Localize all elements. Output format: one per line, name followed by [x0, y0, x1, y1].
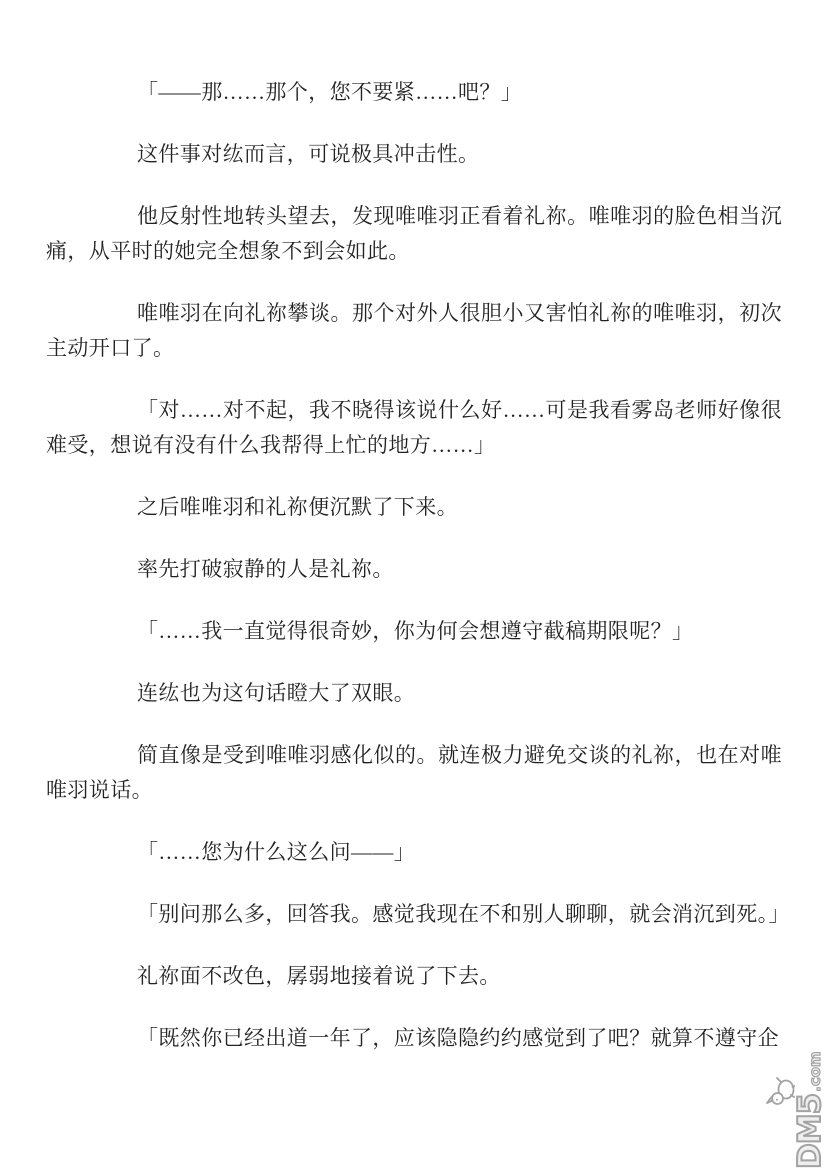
dm5-logo-suffix: .com	[806, 1051, 824, 1092]
dm5-logo-text: DM5	[792, 1093, 828, 1169]
dm5-mascot-icon	[765, 1077, 795, 1107]
paragraph-narration-7: 简直像是受到唯唯羽感化似的。就连极力避免交谈的礼祢，也在对唯唯羽说话。	[46, 743, 782, 802]
paragraph-dialogue-2: 「对……对不起，我不晓得该说什么好……可是我看雾岛老师好像很难受，想说有没有什么我帮得上忙的地方……」	[46, 398, 782, 457]
paragraph-dialogue-3: 「……我一直觉得很奇妙，你为何会想遵守截稿期限呢？」	[137, 619, 694, 643]
paragraph-narration-2: 他反射性地转头望去，发现唯唯羽正看着礼祢。唯唯羽的脸色相当沉痛，从平时的她完全想象不到会如此。	[46, 204, 782, 263]
paragraph-narration-5: 率先打破寂静的人是礼祢。	[137, 557, 394, 581]
paragraph-narration-3: 唯唯羽在向礼祢攀谈。那个对外人很胆小又害怕礼祢的唯唯羽，初次主动开口了。	[46, 301, 782, 360]
paragraph-dialogue-5: 「别问那么多，回答我。感觉我现在不和别人聊聊，就会消沉到死。」	[137, 902, 790, 926]
paragraph-dialogue-1: 「——那……那个，您不要紧……吧？」	[137, 80, 523, 104]
paragraph-narration-8: 礼祢面不改色，孱弱地接着说了下去。	[137, 964, 501, 988]
paragraph-dialogue-6: 「既然你已经出道一年了，应该隐隐约约感觉到了吧？就算不遵守企	[137, 1026, 779, 1050]
dm5-watermark	[792, 1041, 826, 1169]
paragraph-narration-4: 之后唯唯羽和礼祢便沉默了下来。	[137, 495, 458, 519]
dm5-watermark-rotated-box	[792, 1041, 826, 1169]
paragraph-narration-1: 这件事对纮而言，可说极具冲击性。	[137, 142, 480, 166]
paragraph-narration-6: 连纮也为这句话瞪大了双眼。	[137, 681, 416, 705]
paragraph-dialogue-4: 「……您为什么这么问——」	[137, 840, 416, 864]
